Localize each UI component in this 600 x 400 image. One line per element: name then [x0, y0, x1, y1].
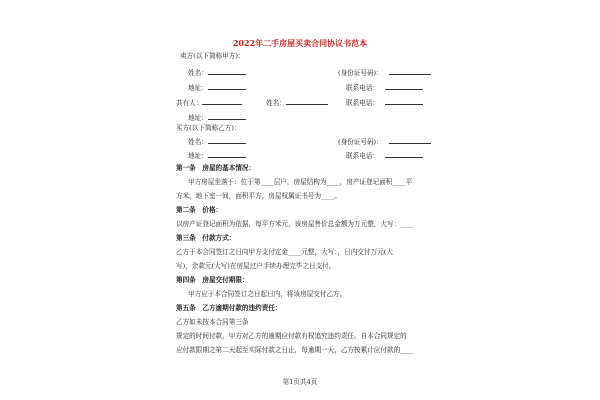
buyer-name-field[interactable]: [208, 136, 246, 144]
seller-id-row: [338, 67, 431, 78]
co-owner-address-row: [188, 112, 246, 123]
article4-line1: 甲方应于本合同签订之日起日内，将该房屋交付乙方。: [188, 290, 347, 298]
seller-heading: 卖方(以下简称甲方)：: [180, 52, 245, 60]
buyer-phone-row: [346, 150, 423, 161]
seller-address-row: [188, 82, 246, 93]
buyer-id-label: (身份证号码)：: [338, 138, 383, 146]
co-owner-name-field[interactable]: [286, 97, 328, 105]
buyer-id-row: [338, 136, 431, 147]
article3-line1: 乙方于本合同签订之日向甲方支付定金____元整，大写：，日内交付万元(大: [176, 248, 393, 256]
article2-line1: 以房产证登记面积为依据，每平方米元，该房屋售价总金额为万元整，大写：____: [176, 220, 414, 228]
buyer-address-row: [188, 150, 246, 161]
article5-line3: 应付款限期之第二天起至实际付款之日止，每逾期一天，乙方按累计应付款的____: [176, 346, 414, 354]
buyer-phone-label: 联系电话：: [346, 152, 379, 160]
co-owner-address-field[interactable]: [208, 112, 246, 120]
article2-heading: 第二条 价格：: [176, 206, 223, 214]
buyer-address-field[interactable]: [208, 150, 246, 158]
co-owner-phone-label: 联系电话：: [346, 99, 379, 107]
article3-line2: 写)，余款元(大写)在房屋过户手续办理完毕之日支付。: [176, 262, 336, 270]
co-owner-phone-field[interactable]: [385, 97, 423, 105]
seller-phone-label: 联系电话：: [346, 84, 379, 92]
co-owner-address-label: 地址：: [188, 114, 208, 122]
buyer-address-label: 地址：: [188, 152, 208, 160]
document-title: 2022年二手房屋买卖合同协议书范本: [232, 38, 368, 48]
seller-address-field[interactable]: [208, 82, 246, 90]
article5-line2: 规定的时间付款，甲方对乙方的逾期应付款有权追究违约责任。自本合同规定的: [176, 332, 407, 340]
seller-name-label: 姓名：: [188, 69, 208, 77]
buyer-phone-field[interactable]: [385, 150, 423, 158]
article1-heading: 第一条 房屋的基本情况：: [176, 164, 256, 172]
page-footer: 第1页共4页: [282, 378, 318, 386]
buyer-name-label: 姓名：: [188, 138, 208, 146]
co-owner-row: [176, 97, 242, 108]
co-owner-phone-row: [346, 97, 423, 108]
co-owner-label: 共有人：: [176, 99, 203, 107]
buyer-id-field[interactable]: [389, 136, 431, 144]
seller-name-row: [188, 67, 246, 78]
seller-id-label: (身份证号码)：: [338, 69, 383, 77]
seller-address-label: 地址：: [188, 84, 208, 92]
seller-phone-field[interactable]: [385, 82, 423, 90]
seller-phone-row: [346, 82, 423, 93]
article3-heading: 第三条 付款方式：: [176, 234, 236, 242]
article5-heading: 第五条 乙方逾期付款的违约责任：: [176, 304, 282, 312]
article4-heading: 第四条 房屋交付期限：: [176, 276, 249, 284]
article5-line1: 乙方如未按本合同第三条: [176, 318, 249, 326]
co-owner-name-label: 姓名：: [266, 99, 286, 107]
article1-line1: 甲方房屋坐落于：位于第____层户，房屋结构为____，房产证登记面积____平: [188, 178, 413, 186]
buyer-name-row: [188, 136, 246, 147]
co-owner-field[interactable]: [202, 97, 242, 105]
buyer-heading: 买方(以下简称乙方)：: [176, 124, 241, 132]
co-owner-name-row: [266, 97, 328, 108]
article1-line2: 方米，地下室一间，面积平方，房屋权属证书号为____。: [176, 192, 341, 200]
seller-id-field[interactable]: [389, 67, 431, 75]
seller-name-field[interactable]: [208, 67, 246, 75]
